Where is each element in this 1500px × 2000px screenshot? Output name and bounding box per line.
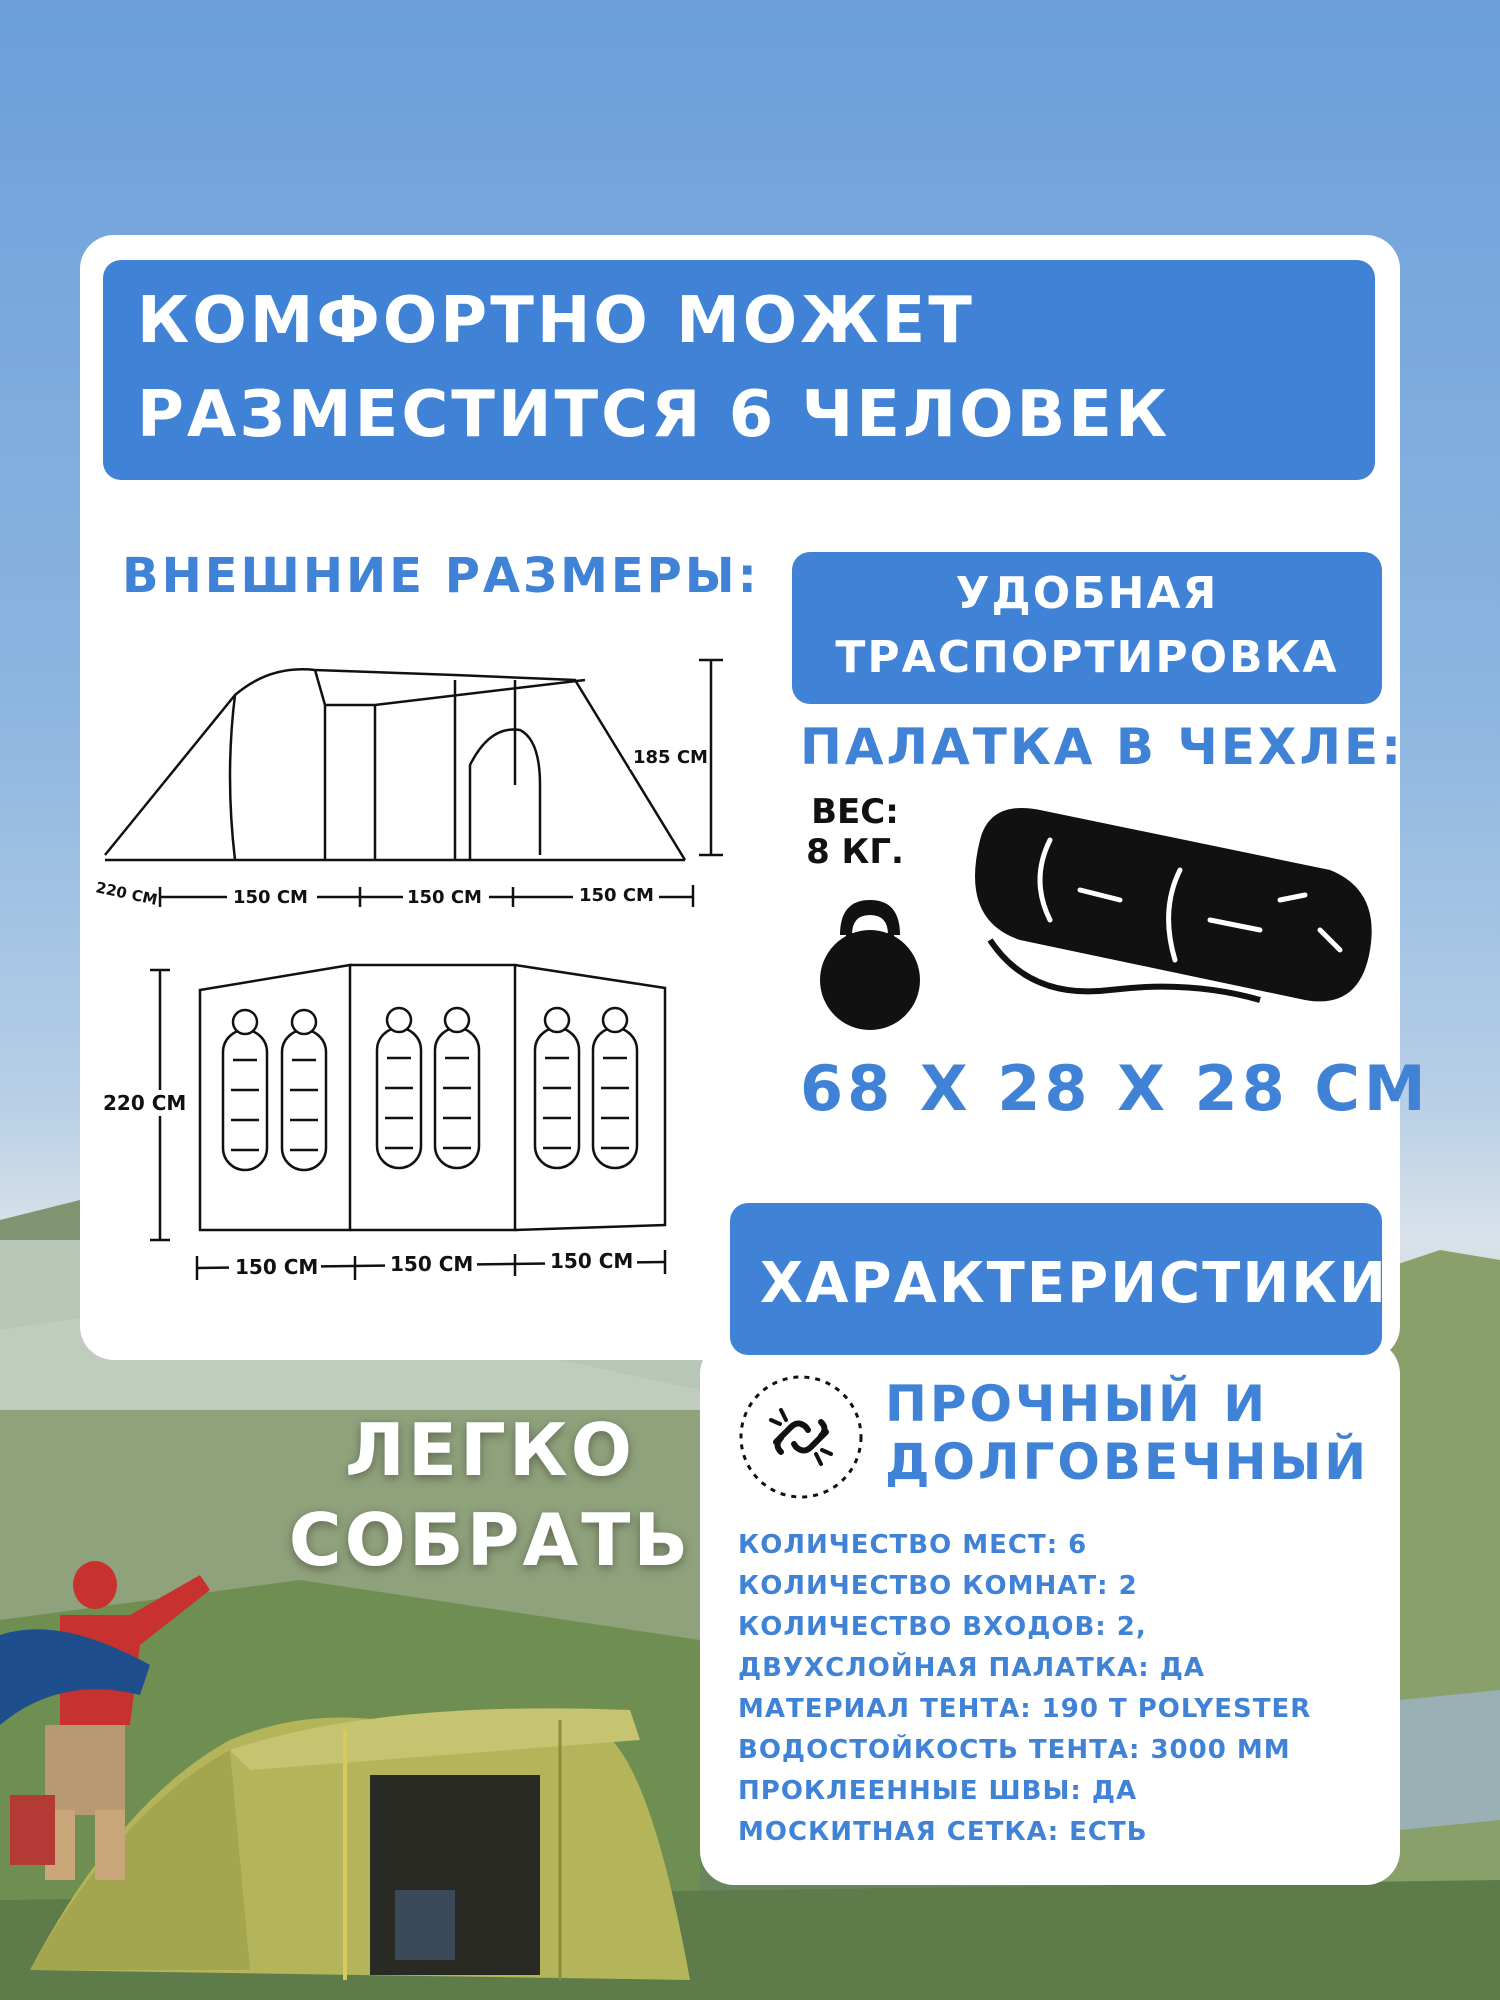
- specs-list: [738, 1525, 1311, 1853]
- easy-assembly-line1: ЛЕГКО: [345, 1408, 635, 1492]
- spec-item-material: МАТЕРИАЛ ТЕНТА: 190 T POLYESTER: [738, 1694, 1312, 1724]
- side-section-label-3: 150 CM: [579, 885, 654, 906]
- bag-title: ПАЛАТКА В ЧЕХЛЕ:: [800, 718, 1405, 776]
- chain-link-icon: [736, 1372, 866, 1502]
- side-view-labels: [95, 645, 715, 915]
- weight-value: 8 КГ.: [806, 832, 904, 872]
- weight-label: ВЕС:: [811, 792, 899, 832]
- durable-feature: ПРОЧНЫЙ И ДОЛГОВЕЧНЫЙ: [885, 1375, 1370, 1491]
- transport-banner: [792, 552, 1382, 704]
- side-section-label-1: 150 CM: [233, 887, 308, 908]
- headline-line2: РАЗМЕСТИТСЯ 6 ЧЕЛОВЕК: [137, 378, 1171, 452]
- top-section-label-3: 150 CM: [550, 1249, 634, 1273]
- spec-item-waterproof: ВОДОСТОЙКОСТЬ ТЕНТА: 3000 ММ: [738, 1735, 1291, 1765]
- specs-banner-title: ХАРАКТЕРИСТИКИ: [760, 1251, 1388, 1316]
- weight-block: [800, 792, 910, 872]
- side-section-label-2: 150 CM: [407, 887, 482, 908]
- kettlebell-icon: [810, 895, 930, 1030]
- top-depth-label: 220 CM: [103, 1091, 187, 1115]
- side-depth-label: 220 CM: [94, 878, 160, 909]
- bag-size: 68 X 28 X 28 CM: [800, 1052, 1430, 1125]
- transport-banner-line1: УДОБНАЯ: [955, 568, 1219, 619]
- specs-banner: [730, 1203, 1388, 1355]
- top-view-labels: [95, 950, 695, 1290]
- headline-banner: [103, 260, 1375, 480]
- external-size-title: ВНЕШНИЕ РАЗМЕРЫ:: [122, 548, 760, 604]
- spec-item-places: КОЛИЧЕСТВО МЕСТ: 6: [738, 1530, 1088, 1560]
- spec-item-rooms: КОЛИЧЕСТВО КОМНАТ: 2: [738, 1571, 1138, 1601]
- side-height-label: 185 CM: [633, 747, 708, 768]
- spec-item-entrances: КОЛИЧЕСТВО ВХОДОВ: 2,: [738, 1612, 1147, 1642]
- top-section-label-2: 150 CM: [390, 1252, 474, 1276]
- transport-banner-line2: ТРАСПОРТИРОВКА: [835, 632, 1339, 683]
- tent-bag-icon: [960, 800, 1380, 1030]
- top-section-label-1: 150 CM: [235, 1255, 319, 1279]
- headline-line1: КОМФОРТНО МОЖЕТ: [137, 284, 975, 358]
- spec-item-mosquito-net: МОСКИТНАЯ СЕТКА: ЕСТЬ: [738, 1817, 1148, 1847]
- easy-assembly-line2: СОБРАТЬ: [288, 1498, 692, 1582]
- person-photo: [0, 1555, 260, 1885]
- spec-item-taped-seams: ПРОКЛЕЕННЫЕ ШВЫ: ДА: [738, 1776, 1138, 1806]
- spec-item-double-layer: ДВУХСЛОЙНАЯ ПАЛАТКА: ДА: [738, 1653, 1205, 1683]
- easy-assembly-caption: [270, 1405, 710, 1585]
